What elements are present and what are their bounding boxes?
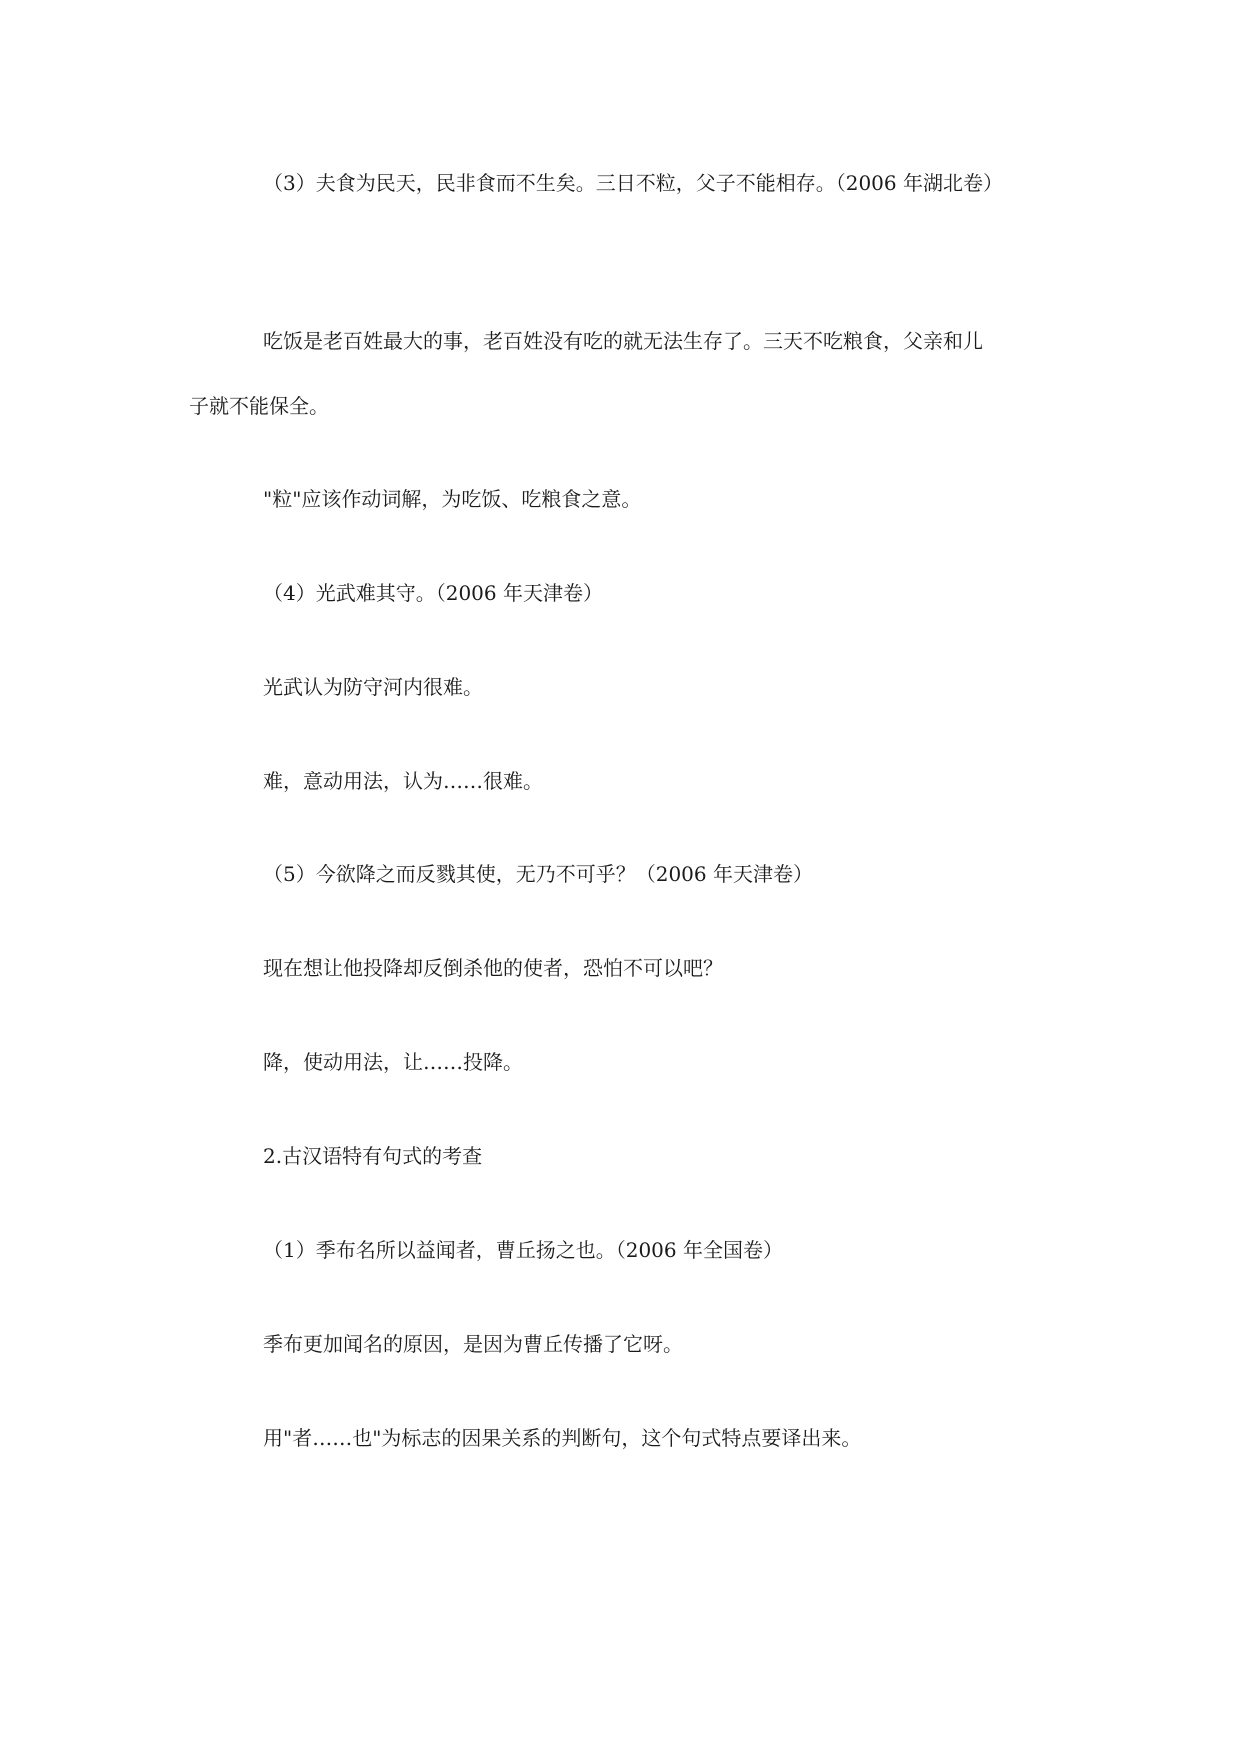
example-3-translation-line-1: 吃饭是老百姓最大的事，老百姓没有吃的就无法生存了。三天不吃粮食，父亲和儿 [263,329,983,353]
example-3-original: （3）夫食为民天，民非食而不生矣。三日不粒，父子不能相存。（2006 年湖北卷） [263,171,1003,195]
section-heading: 2.古汉语特有句式的考查 [263,1144,483,1168]
example-5-note: 降，使动用法，让……投降。 [263,1050,523,1074]
example-4-note: 难，意动用法，认为……很难。 [263,769,543,793]
section-2-example-1-translation: 季布更加闻名的原因，是因为曹丘传播了它呀。 [263,1332,683,1356]
example-3-note: "粒"应该作动词解，为吃饭、吃粮食之意。 [263,487,642,511]
section-2-example-1-original: （1）季布名所以益闻者，曹丘扬之也。（2006 年全国卷） [263,1238,783,1262]
example-5-translation: 现在想让他投降却反倒杀他的使者，恐怕不可以吧？ [263,956,723,980]
example-3-translation-line-2: 子就不能保全。 [189,394,329,418]
example-4-translation: 光武认为防守河内很难。 [263,675,483,699]
example-4-original: （4）光武难其守。（2006 年天津卷） [263,581,603,605]
section-2-example-1-note: 用"者……也"为标志的因果关系的判断句，这个句式特点要译出来。 [263,1426,862,1450]
example-5-original: （5）今欲降之而反戮其使，无乃不可乎？（2006 年天津卷） [263,862,813,886]
